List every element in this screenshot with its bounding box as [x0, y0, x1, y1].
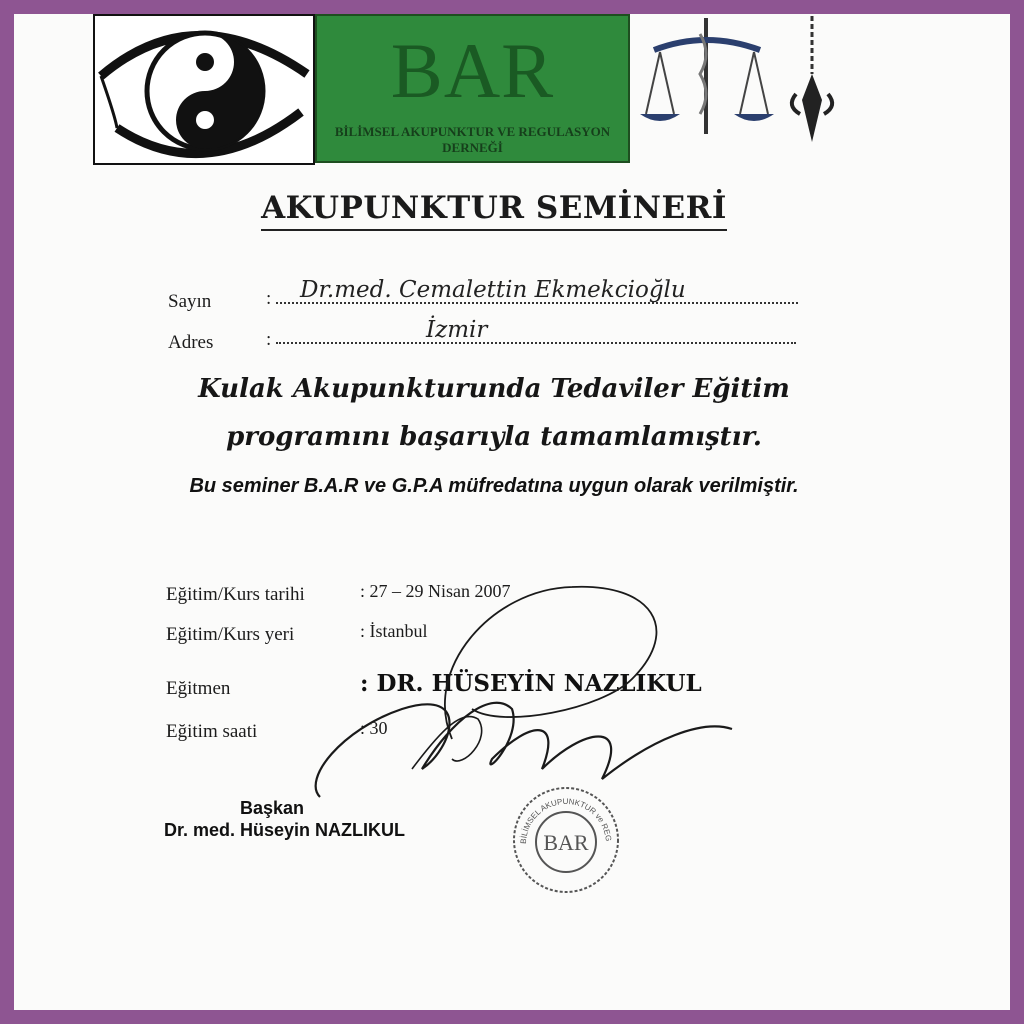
recipient-address: İzmir: [426, 317, 488, 343]
curriculum-note: Bu seminer B.A.R ve G.P.A müfredatına uygun olarak verilmiştir.: [189, 475, 799, 497]
recipient-name: Dr.med. Cemalettin Ekmekcioğlu: [300, 277, 686, 303]
adres-colon: :: [266, 329, 272, 350]
adres-label: Adres: [168, 332, 214, 353]
date-label: Eğitim/Kurs tarihi: [166, 584, 305, 605]
place-value: : İstanbul: [360, 621, 428, 641]
stamp-icon: [510, 784, 622, 896]
sayin-label: Sayın: [168, 291, 212, 312]
statement-line-1: Kulak Akupunkturunda Tedaviler Eğitim: [198, 374, 790, 404]
sayin-colon: :: [266, 288, 272, 309]
certificate-title: AKUPUNKTUR SEMİNERİ: [14, 190, 974, 226]
handwritten-signature: [302, 569, 742, 809]
trainer-value: : DR. HÜSEYİN NAZLIKUL: [360, 670, 702, 697]
scales-of-justice-icon: [636, 14, 836, 154]
bar-logo-subtitle: BİLİMSEL AKUPUNKTUR VE REGULASYON DERNEĞİ: [334, 124, 611, 155]
hours-label: Eğitim saati: [166, 721, 258, 742]
hours-value: : 30: [360, 718, 388, 738]
place-label: Eğitim/Kurs yeri: [166, 624, 295, 645]
association-stamp: [510, 784, 622, 896]
stamp-center-text: BAR: [543, 830, 589, 855]
certificate-page: [14, 14, 1010, 1010]
trainer-label: Eğitmen: [166, 678, 231, 699]
statement-line-2: programını başarıyla tamamlamıştır.: [226, 422, 762, 452]
date-value: : 27 – 29 Nisan 2007: [360, 581, 511, 601]
adres-dotline: [276, 320, 796, 344]
yin-yang-eye-logo: [93, 14, 315, 165]
eye-icon: [95, 16, 313, 163]
bar-logo-banner: [315, 14, 630, 163]
president-name: Dr. med. Hüseyin NAZLIKUL: [164, 820, 406, 840]
president-role: Başkan: [240, 798, 305, 818]
bar-logo-title: BAR: [390, 27, 555, 114]
stamp-ring-text: BİLİMSEL AKUPUNKTUR ve REG: [518, 796, 613, 845]
